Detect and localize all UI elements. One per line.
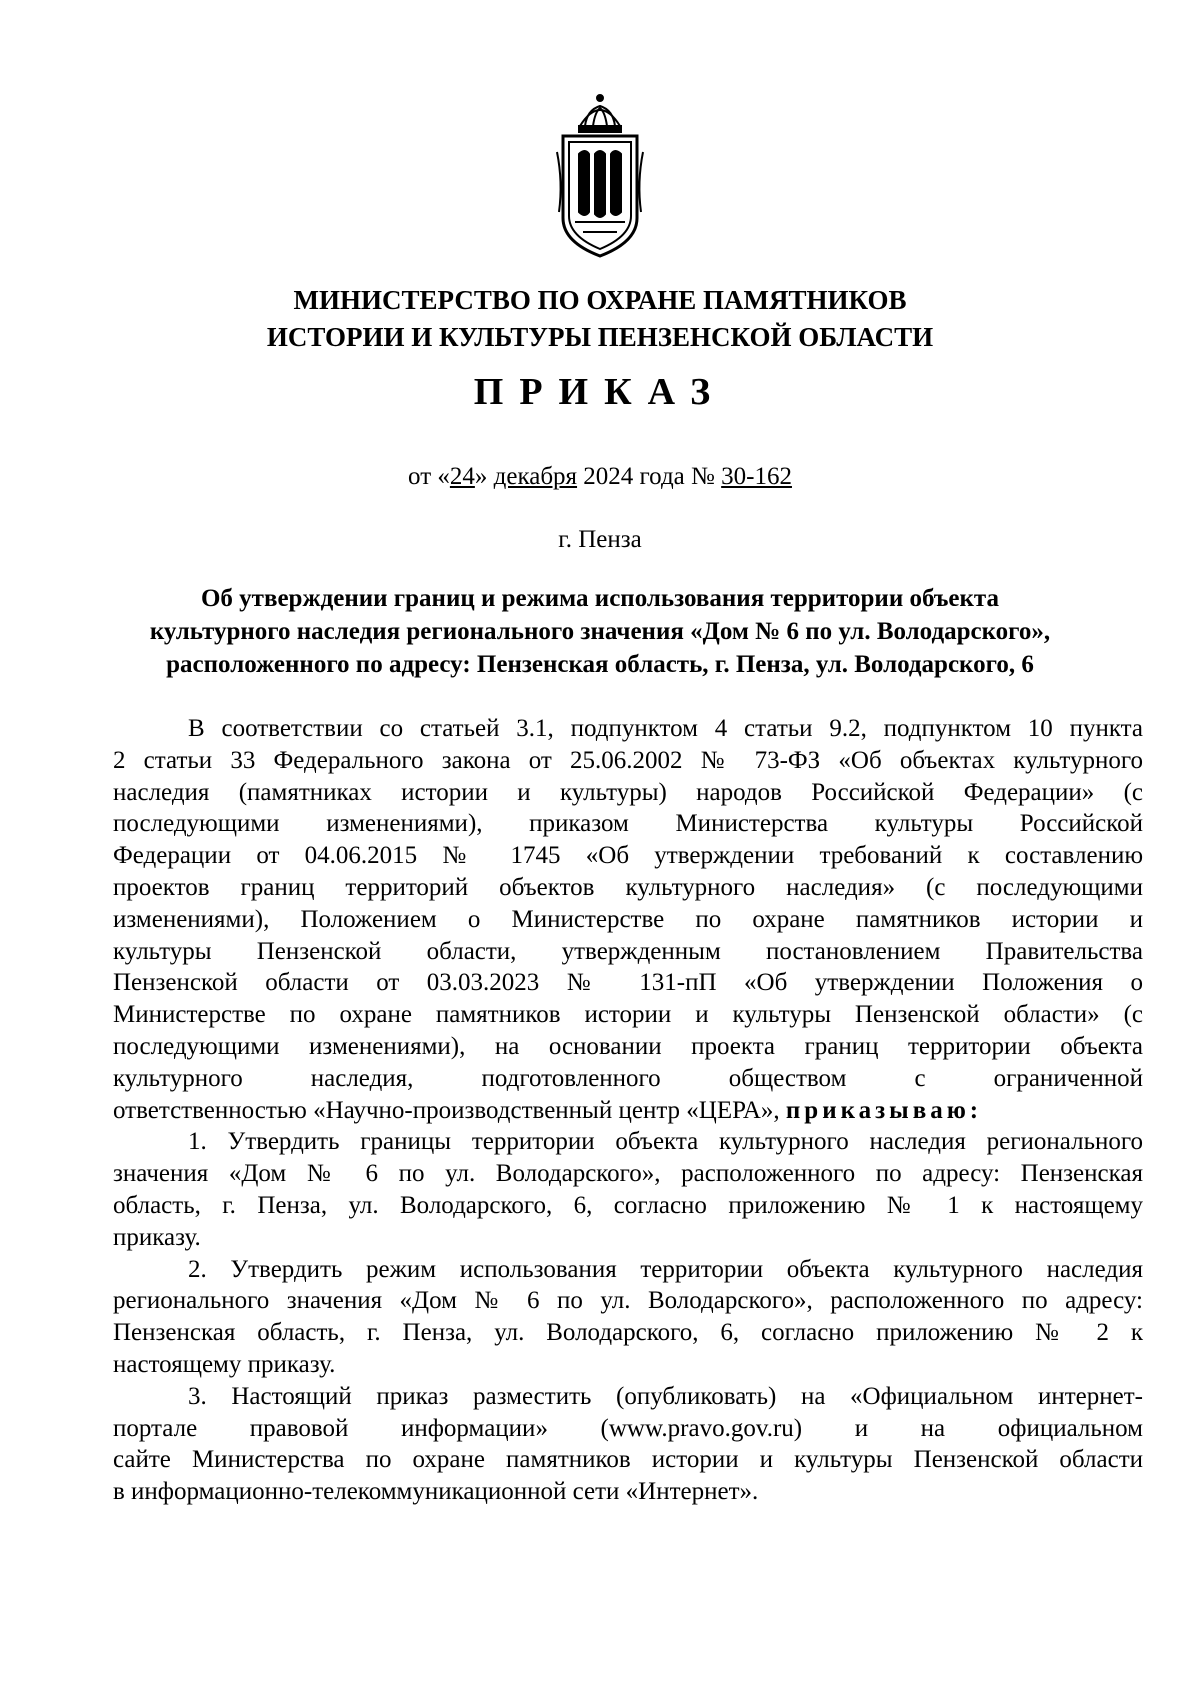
body-line: в информационно-телекоммуникационной сети «Интернет». [113, 1478, 759, 1506]
body-line: последующими изменениями), приказом Министерства культуры Российской [113, 810, 1143, 838]
date-prefix: от « [408, 463, 450, 490]
body-line: Пензенская область, г. Пенза, ул. Володарского, 6, согласно приложению № 2 к [113, 1319, 1143, 1347]
date-year: 2024 года № [577, 463, 722, 490]
body-line: последующими изменениями), на основании проекта границ территории объекта [113, 1032, 1143, 1060]
body-line: приказу. [113, 1223, 201, 1251]
body-line: культурного наследия, подготовленного обществом с ограниченной [113, 1064, 1143, 1092]
body-line: область, г. Пенза, ул. Володарского, 6, согласно приложению № 1 к настоящему [113, 1191, 1143, 1219]
date-mid: » [474, 463, 494, 490]
body-line: портале правовой информации» (www.pravo.gov.ru) и на официальном [113, 1414, 1143, 1442]
date-month: декабря [493, 463, 578, 490]
body-line: 3. Настоящий приказ разместить (опубликовать) на «Официальном интернет- [188, 1382, 1143, 1410]
order-subject [110, 582, 1090, 681]
order-date-line [100, 460, 1100, 494]
coat-of-arms-icon [555, 92, 645, 260]
body-line: значения «Дом № 6 по ул. Володарского», расположенного по адресу: Пензенская [113, 1160, 1143, 1188]
subject-line: расположенного по адресу: Пензенская область, г. Пенза, ул. Володарского, 6 [166, 651, 1034, 678]
body-line: сайте Министерства по охране памятников истории и культуры Пензенской области [113, 1446, 1143, 1474]
order-body [113, 713, 1143, 1508]
body-line: 2 статьи 33 Федерального закона от 25.06.2002 № 73-ФЗ «Об объектах культурного [113, 746, 1143, 774]
subject-line: культурного наследия регионального значения «Дом № 6 по ул. Володарского», [149, 618, 1051, 645]
body-line: регионального значения «Дом № 6 по ул. Володарского», расположенного по адресу: [113, 1287, 1143, 1315]
body-line: Пензенской области от 03.03.2023 № 131-пП «Об утверждении Положения о [113, 969, 1143, 997]
document-type-title: ПРИКАЗ [473, 371, 727, 413]
ministry-name-line2: ИСТОРИИ И КУЛЬТУРЫ ПЕНЗЕНСКОЙ ОБЛАСТИ [266, 322, 934, 352]
body-line: Федерации от 04.06.2015 № 1745 «Об утверждении требований к составлению [113, 842, 1143, 870]
body-line: 2. Утвердить режим использования территории объекта культурного наследия [188, 1255, 1143, 1283]
body-line-text: ответственностью «Научно-производственный центр «ЦЕРА», [113, 1096, 780, 1124]
body-line: культуры Пензенской области, утвержденным постановлением Правительства [113, 937, 1143, 965]
body-line [113, 1095, 1143, 1127]
ministry-name-line1: МИНИСТЕРСТВО ПО ОХРАНЕ ПАМЯТНИКОВ [293, 285, 907, 315]
ministry-name [100, 282, 1100, 356]
body-line: В соответствии со статьей 3.1, подпунктом 4 статьи 9.2, подпунктом 10 пункта [188, 715, 1143, 742]
body-line: изменениями), Положением о Министерстве по охране памятников истории и [113, 905, 1143, 933]
order-keyword: приказываю: [785, 1096, 983, 1124]
issue-city: г. Пенза [558, 526, 642, 553]
body-line: наследия (памятниках истории и культуры) народов Российской Федерации» (с [113, 778, 1143, 806]
body-line: Министерстве по охране памятников истории и культуры Пензенской области» (с [113, 1001, 1143, 1029]
document-number: 30-162 [721, 463, 792, 490]
body-line: 1. Утвердить границы территории объекта культурного наследия регионального [188, 1128, 1143, 1156]
body-line: проектов границ территорий объектов культурного наследия» (с последующими [113, 873, 1143, 901]
subject-line: Об утверждении границ и режима использования территории объекта [200, 585, 1000, 612]
date-day: 24 [449, 463, 475, 490]
body-line: настоящему приказу. [113, 1350, 336, 1378]
